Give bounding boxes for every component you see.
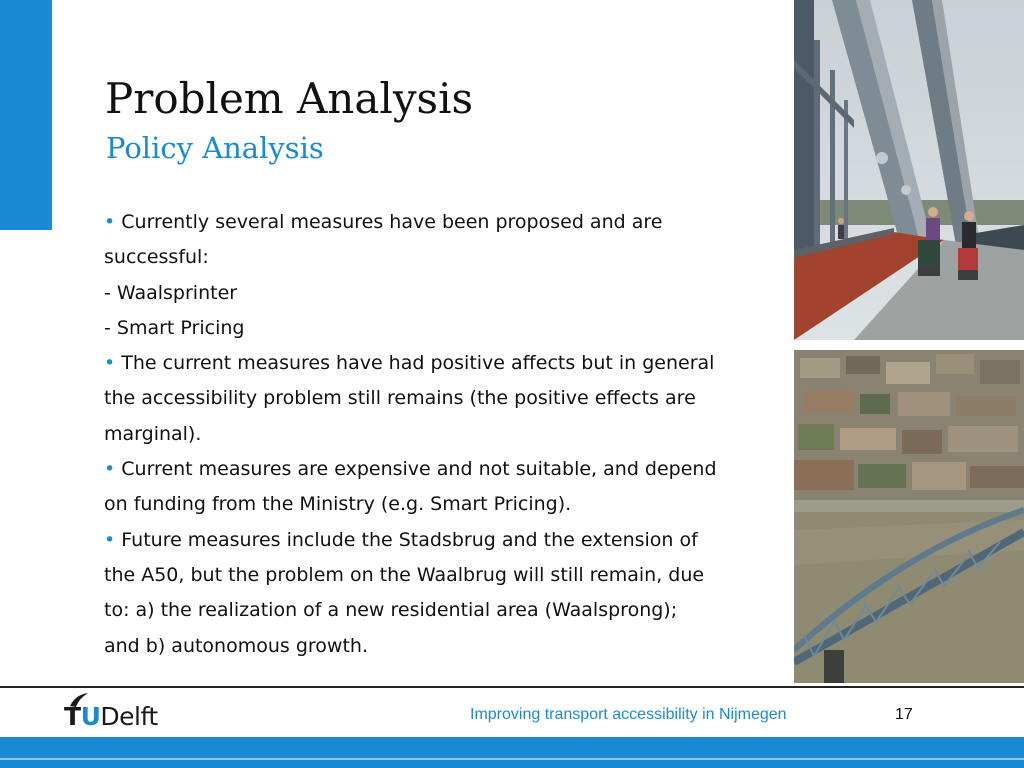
body-line-text: Currently several measures have been proposed and are xyxy=(121,211,663,233)
tudelft-logo xyxy=(64,694,184,734)
body-line-text: on funding from the Ministry (e.g. Smart Pricing). xyxy=(104,493,572,516)
footer-divider xyxy=(0,686,1024,688)
aerial-bridge-photo xyxy=(794,350,1024,683)
body-line xyxy=(104,558,754,593)
bullet-marker: • xyxy=(104,352,116,375)
body-line xyxy=(104,487,754,522)
footer-caption: Improving transport accessibility in Nijmegen xyxy=(470,706,787,723)
body-line-text: Future measures include the Stadsbrug and the extension of xyxy=(121,528,698,551)
body-line-text: marginal). xyxy=(104,422,202,445)
logo-letter-u: U xyxy=(80,702,101,731)
logo-wordmark xyxy=(64,702,158,731)
slide-title: Problem Analysis xyxy=(105,74,474,123)
body-line-text: successful: xyxy=(104,246,209,269)
body-line xyxy=(104,346,754,381)
body-line-text: the accessibility problem still remains (the positive effects are xyxy=(104,387,696,410)
body-line xyxy=(104,240,754,275)
body-line xyxy=(104,523,754,558)
page-number: 17 xyxy=(895,706,913,723)
body-line xyxy=(104,629,754,664)
body-line xyxy=(104,276,754,311)
body-line xyxy=(104,593,754,628)
body-line-text: the A50, but the problem on the Waalbrug will still remain, due xyxy=(104,563,705,586)
body-line xyxy=(104,311,754,346)
body-line xyxy=(104,205,754,240)
slide-body xyxy=(104,205,754,664)
logo-delft: Delft xyxy=(100,702,158,731)
body-line-text: The current measures have had positive affects but in general xyxy=(121,352,715,375)
body-line-text: - Smart Pricing xyxy=(104,316,245,339)
bullet-marker: • xyxy=(104,211,116,233)
body-line xyxy=(104,417,754,452)
body-line-text: to: a) the realization of a new residential area (Waalsprong); xyxy=(104,599,678,622)
bridge-deck-photo xyxy=(794,0,1024,340)
body-line-text: and b) autonomous growth. xyxy=(104,634,368,657)
logo-letter-t: T xyxy=(64,702,81,731)
bullet-marker: • xyxy=(104,458,116,481)
body-line-text: - Waalsprinter xyxy=(104,281,238,304)
bullet-marker: • xyxy=(104,528,116,551)
slide-subtitle: Policy Analysis xyxy=(106,131,324,165)
accent-bar xyxy=(0,0,52,230)
body-line-text: Current measures are expensive and not suitable, and depend xyxy=(121,458,717,481)
bottom-band xyxy=(0,737,1024,768)
body-line xyxy=(104,381,754,416)
body-line xyxy=(104,452,754,487)
bottom-band-stripe xyxy=(0,758,1024,760)
